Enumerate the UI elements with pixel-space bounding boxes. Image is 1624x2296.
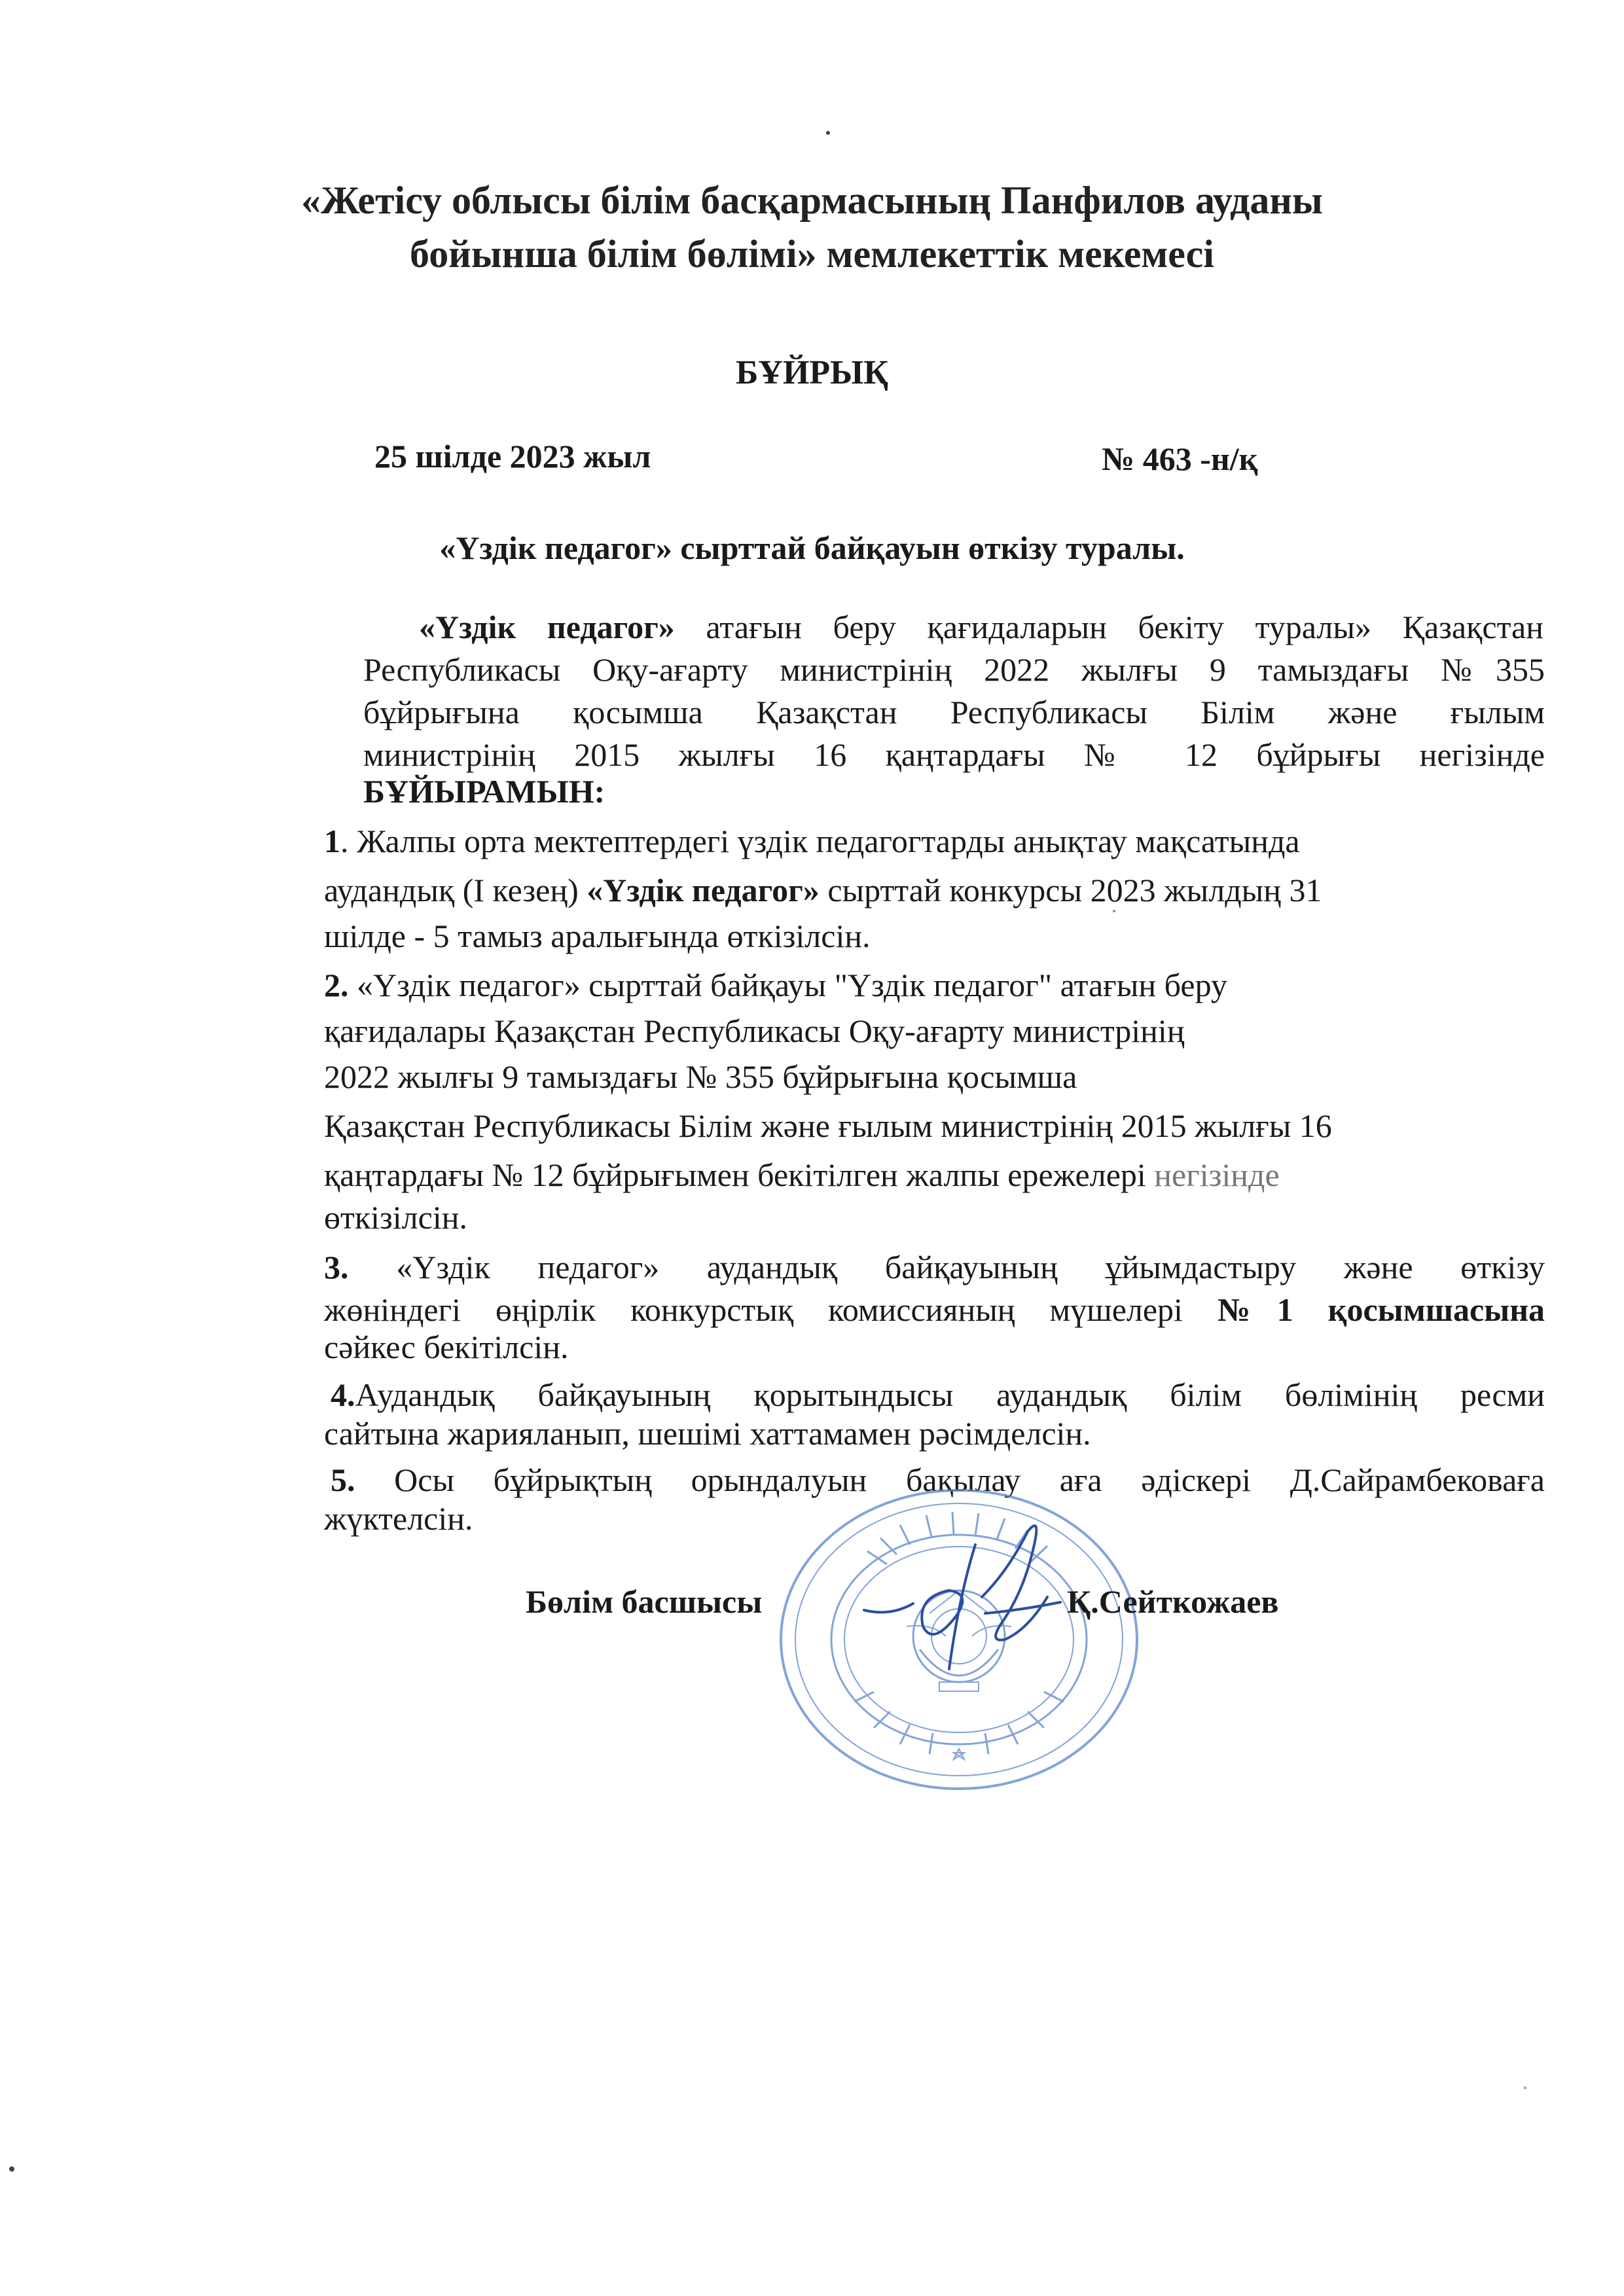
item-4-line-1 <box>331 1378 1545 1412</box>
item-2-line-3: 2022 жылғы 9 тамыздағы № 355 бұйрығына қосымша <box>324 1058 1077 1095</box>
preamble-line-1 <box>419 610 1543 644</box>
order-word: БҰЙЫРАМЫН: <box>363 773 605 810</box>
preamble-line-2: Республикасы Оқу-ағарту министрінің 2022 жылғы 9 тамыздағы №355 <box>363 651 1545 688</box>
order-subject: «Үздік педагог» сырттай байқауын өткізу туралы. <box>439 529 1185 566</box>
item-5-text: Осы бұйрықтың орындалуын бақылау аға әдіскері Д.Сайрамбековаға <box>394 1462 1545 1498</box>
item-4-number: 4. <box>331 1376 355 1413</box>
scan-speck <box>9 2166 14 2172</box>
scan-speck <box>826 131 830 135</box>
item-3-line-2 <box>324 1293 1545 1327</box>
scan-speck <box>1113 910 1115 912</box>
item-2-line-5 <box>324 1155 1280 1194</box>
item-3-line-3: сәйкес бекітілсін. <box>324 1329 569 1365</box>
item-3-appendix-ref: №1 қосымшасына <box>1217 1291 1545 1328</box>
item-1-line-2-rest: сырттай конкурсы 2023 жылдың 31 <box>827 872 1322 908</box>
item-2-line-2: қағидалары Қазақстан Республикасы Оқу-ағарту министрінің <box>324 1013 1185 1049</box>
org-name-line-1: «Жетісу облысы білім басқармасының Панфилов ауданы <box>301 179 1323 222</box>
item-1-line-2 <box>324 870 1322 910</box>
item-1-contest-name: «Үздік педагог» <box>586 872 820 908</box>
org-name-line-2: бойынша білім бөлімі» мемлекеттік мекемесі <box>410 232 1214 276</box>
item-2-line-4: Қазақстан Республикасы Білім және ғылым министрінің 2015 жылғы 16 <box>324 1107 1332 1144</box>
signatory-name: Қ.Сейткожаев <box>1067 1583 1279 1620</box>
item-3-number: 3. <box>324 1249 349 1285</box>
document-type: БҰЙРЫҚ <box>736 354 888 391</box>
item-2-line-6: өткізілсін. <box>324 1199 467 1236</box>
item-4-text: Аудандық байқауының қорытындысы аудандық білім бөлімінің ресми <box>355 1376 1545 1413</box>
preamble-line-3: бұйрығына қосымша Қазақстан Республикасы Білім және ғылым <box>363 694 1545 730</box>
item-5-line-2: жүктелсін. <box>324 1500 473 1537</box>
preamble-title-bold: «Үздік педагог» <box>419 609 675 645</box>
handwritten-signature-icon <box>851 1518 1067 1682</box>
order-date: 25 шілде 2023 жыл <box>374 438 651 475</box>
item-1-text: . Жалпы орта мектептердегі үздік педагогтарды анықтау мақсатында <box>340 823 1300 859</box>
scan-speck <box>1524 2087 1526 2089</box>
item-2-text: «Үздік педагог» сырттай байқауы "Үздік педагог" атағын беру <box>357 967 1227 1003</box>
item-2-faded-word: негізінде <box>1154 1157 1280 1193</box>
preamble-line-4: министрінің 2015 жылғы 16 қаңтардағы № 12 бұйрығы негізінде <box>363 736 1545 773</box>
item-1-number: 1 <box>324 823 340 859</box>
item-4-line-2: сайтына жарияланып, шешімі хаттамамен рәсімделсін. <box>324 1415 1091 1452</box>
item-2-line-5-text: қаңтардағы № 12 бұйрығымен бекітілген жалпы ережелері <box>324 1157 1146 1193</box>
signatory-position: Бөлім басшысы <box>526 1583 763 1620</box>
item-3-line-1 <box>324 1250 1545 1284</box>
item-2-line-1 <box>324 965 1227 1005</box>
item-1-line-3: шілде - 5 тамыз аралығында өткізілсін. <box>324 918 871 954</box>
item-1-line-1 <box>324 821 1300 861</box>
preamble-line-1-text: атағын беру қағидаларын бекіту туралы» Қазақстан <box>706 609 1544 645</box>
order-number: № 463 -н/қ <box>1102 440 1258 477</box>
item-5-number: 5. <box>331 1462 355 1498</box>
item-3-line-2-text: жөніндегі өңірлік конкурстық комиссияның мүшелері <box>324 1291 1183 1328</box>
item-2-number: 2. <box>324 967 349 1003</box>
item-1-stage: аудандық (І кезең) <box>324 872 579 908</box>
item-3-text: «Үздік педагог» аудандық байқауының ұйымдастыру және өткізу <box>396 1249 1545 1285</box>
